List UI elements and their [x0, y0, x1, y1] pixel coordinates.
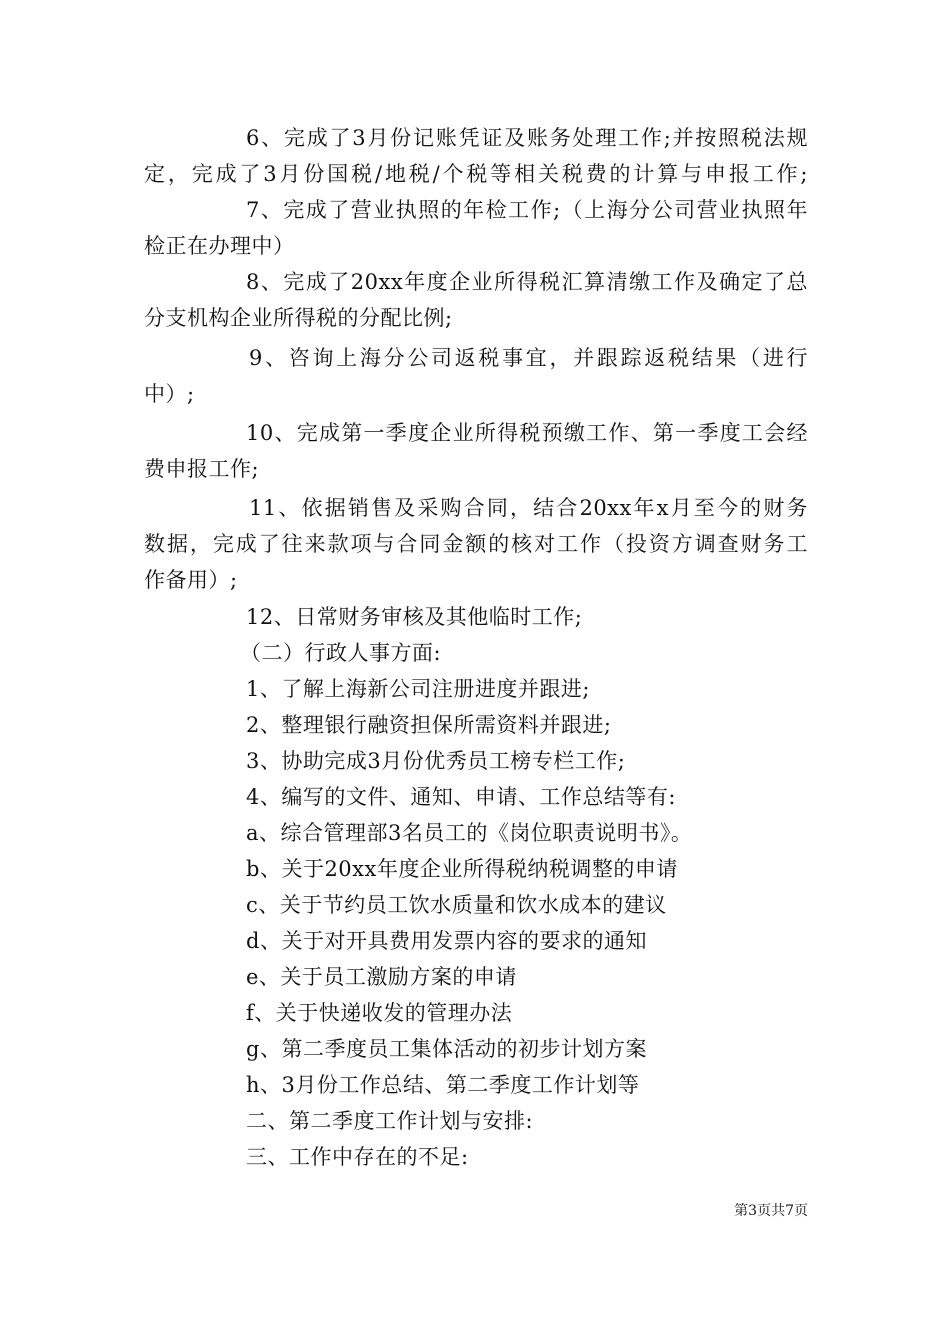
list-item: e、关于员工激励方案的申请: [246, 965, 517, 989]
paragraph-line: 9、咨询上海分公司返税事宜，并跟踪返税结果（进行: [249, 346, 808, 370]
list-item: h、3月份工作总结、第二季度工作计划等: [246, 1073, 640, 1097]
paragraph-line: 12、日常财务审核及其他临时工作;: [246, 605, 583, 629]
list-item: f、关于快递收发的管理办法: [246, 1001, 513, 1025]
list-item: a、综合管理部3名员工的《岗位职责说明书》。: [246, 821, 693, 845]
list-item: b、关于20xx年度企业所得税纳税调整的申请: [246, 857, 678, 881]
list-item: 2、整理银行融资担保所需资料并跟进;: [246, 713, 612, 737]
paragraph-line: 定，完成了3月份国税/地税/个税等相关税费的计算与申报工作;: [144, 162, 808, 186]
paragraph-line: 分支机构企业所得税的分配比例;: [144, 306, 453, 330]
paragraph-line: 数据，完成了往来款项与合同金额的核对工作（投资方调查财务工: [144, 532, 808, 556]
paragraph-line: 检正在办理中）: [144, 234, 295, 258]
paragraph-line: 作备用）;: [144, 568, 238, 592]
list-item: 1、了解上海新公司注册进度并跟进;: [246, 677, 590, 701]
list-item: 4、编写的文件、通知、申请、工作总结等有:: [246, 785, 676, 809]
list-item: 3、协助完成3月份优秀员工榜专栏工作;: [246, 749, 626, 773]
section-heading: 二、第二季度工作计划与安排:: [246, 1109, 534, 1133]
paragraph-line: 11、依据销售及采购合同，结合20xx年x月至今的财务: [249, 496, 808, 520]
section-heading: （二）行政人事方面:: [240, 641, 442, 665]
page-number-footer: 第3页共7页: [734, 1203, 808, 1219]
paragraph-line: 费申报工作;: [144, 457, 260, 481]
list-item: c、关于节约员工饮水质量和饮水成本的建议: [246, 893, 667, 917]
section-heading: 三、工作中存在的不足:: [246, 1145, 469, 1169]
list-item: g、第二季度员工集体活动的初步计划方案: [246, 1037, 647, 1061]
paragraph-line: 中）;: [144, 382, 195, 406]
paragraph-line: 7、完成了营业执照的年检工作;（上海分公司营业执照年: [246, 198, 808, 222]
paragraph-line: 8、完成了20xx年度企业所得税汇算清缴工作及确定了总: [246, 270, 808, 294]
paragraph-line: 6、完成了3月份记账凭证及账务处理工作;并按照税法规: [246, 126, 808, 150]
list-item: d、关于对开具费用发票内容的要求的通知: [246, 929, 647, 953]
paragraph-line: 10、完成第一季度企业所得税预缴工作、第一季度工会经: [246, 421, 808, 445]
